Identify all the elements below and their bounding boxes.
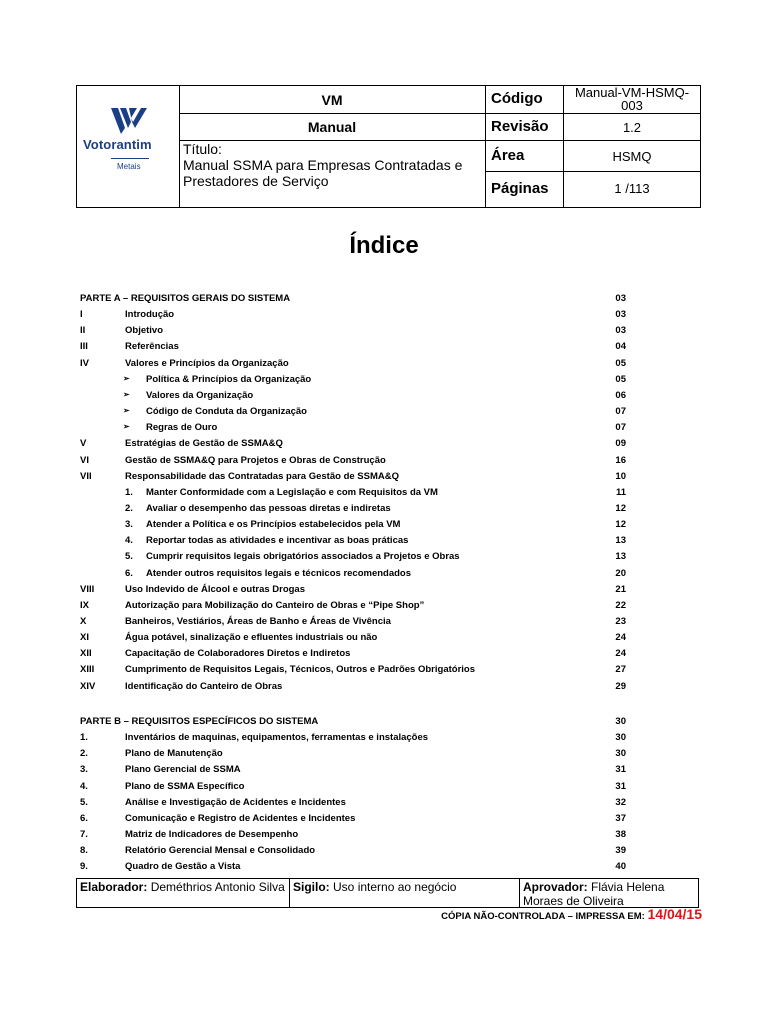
header-vm: VM	[321, 92, 343, 108]
document-header-table	[76, 85, 701, 208]
toc-entry-title: Água potável, sinalização e efluentes industriais ou não	[125, 632, 378, 644]
toc-entry-number: 1.	[125, 486, 133, 498]
toc-entry-title: Quadro de Gestão a Vista	[125, 861, 241, 873]
toc-entry-number: XII	[80, 648, 92, 660]
toc-entry	[80, 648, 626, 662]
toc-entry-title: Plano de SSMA Específico	[125, 780, 245, 792]
toc-entry-page: 31	[615, 764, 626, 776]
toc-entry-title: Cumprimento de Requisitos Legais, Técnicos, Outros e Padrões Obrigatórios	[125, 664, 475, 676]
toc-part-heading	[80, 293, 626, 307]
codigo-label: Código	[491, 90, 543, 107]
logo-name: Votorantim	[83, 137, 152, 152]
copia-text: CÓPIA NÃO-CONTROLADA – IMPRESSA EM:	[441, 911, 645, 922]
toc-entry-title: Comunicação e Registro de Acidentes e Incidentes	[125, 812, 356, 824]
titulo-value: Manual SSMA para Empresas Contratadas e Prestadores de Serviço	[183, 157, 463, 189]
toc-entry-title: Matriz de Indicadores de Desempenho	[125, 829, 299, 841]
toc-entry	[80, 341, 626, 355]
toc-entry	[80, 535, 626, 549]
toc-entry-page: 05	[615, 357, 626, 369]
toc-entry-number: 8.	[80, 845, 88, 857]
toc-entry	[80, 471, 626, 485]
toc-entry-title: Reportar todas as atividades e incentivar as boas práticas	[146, 535, 409, 547]
toc-entry-page: 03	[615, 293, 626, 304]
toc-entry-title: Estratégias de Gestão de SSMA&Q	[125, 438, 283, 450]
toc-entry	[80, 764, 626, 778]
toc-entry	[80, 584, 626, 598]
toc-entry-title: Política & Princípios da Organização	[146, 373, 312, 385]
toc-entry-number: 6.	[80, 812, 88, 824]
toc-entry-number: 4.	[80, 780, 88, 792]
toc-entry-title: PARTE B – REQUISITOS ESPECÍFICOS DO SISTEMA	[80, 716, 319, 727]
toc-entry-title: Autorização para Mobilização do Canteiro de Obras e “Pipe Shop”	[125, 599, 425, 611]
toc-entry-number: ➢	[123, 422, 130, 432]
toc-entry	[80, 781, 626, 795]
toc-entry-page: 37	[615, 812, 626, 824]
toc-entry-page: 27	[615, 664, 626, 676]
toc-entry-page: 20	[615, 567, 626, 579]
toc-entry-number: 4.	[125, 535, 133, 547]
toc-entry-title: Plano Gerencial de SSMA	[125, 764, 241, 776]
area-label: Área	[491, 147, 525, 164]
toc-entry	[80, 455, 626, 469]
toc-entry	[80, 664, 626, 678]
toc-entry-title: Capacitação de Colaboradores Diretos e Indiretos	[125, 648, 351, 660]
toc-entry-title: Uso Indevido de Álcool e outras Drogas	[125, 583, 306, 595]
toc-entry-page: 30	[615, 748, 626, 760]
toc-entry-number: 5.	[125, 551, 133, 563]
toc-entry-title: Cumprir requisitos legais obrigatórios associados a Projetos e Obras	[146, 551, 460, 563]
toc-entry-number: 9.	[80, 861, 88, 873]
toc-entry-page: 31	[615, 780, 626, 792]
toc-entry	[80, 845, 626, 859]
toc-entry-number: ➢	[123, 406, 130, 416]
toc-entry-page: 38	[615, 829, 626, 841]
toc-entry-number: V	[80, 438, 87, 450]
toc-entry-page: 09	[615, 438, 626, 450]
sigilo-cell	[289, 879, 519, 907]
toc-entry-number: XIII	[80, 664, 95, 676]
toc-entry-page: 03	[615, 309, 626, 321]
toc-entry-title: Valores da Organização	[146, 389, 254, 401]
header-manual: Manual	[307, 119, 357, 135]
toc-entry	[80, 438, 626, 452]
toc-entry-page: 04	[615, 341, 626, 353]
elaborador-label: Elaborador:	[80, 880, 148, 894]
paginas-value: 1 /113	[614, 181, 650, 196]
toc-entry-title: Manter Conformidade com a Legislação e com Requisitos da VM	[146, 486, 438, 498]
toc-entry-number: 3.	[125, 519, 133, 531]
toc-entry	[80, 551, 626, 565]
toc-entry-number: ➢	[123, 373, 130, 383]
toc-entry-number: 6.	[125, 567, 133, 579]
toc-entry	[80, 748, 626, 762]
toc-entry-page: 32	[615, 796, 626, 808]
toc-entry-page: 16	[615, 454, 626, 466]
toc-entry	[80, 681, 626, 695]
toc-entry-page: 10	[615, 470, 626, 482]
toc-entry-page: 30	[615, 732, 626, 744]
sigilo-label: Sigilo:	[293, 880, 330, 894]
toc-entry-title: Relatório Gerencial Mensal e Consolidado	[125, 845, 316, 857]
toc-entry-page: 13	[615, 551, 626, 563]
toc-entry-title: Introdução	[125, 309, 175, 321]
toc-entry-number: ➢	[123, 389, 130, 399]
toc-entry-number: I	[80, 309, 83, 321]
votorantim-logo-icon	[111, 108, 147, 134]
toc-entry-page: 07	[615, 406, 626, 418]
codigo-value: Manual-VM-HSMQ-003	[574, 85, 690, 113]
toc-entry	[80, 813, 626, 827]
toc-entry-number: VII	[80, 470, 92, 482]
toc-entry-title: Regras de Ouro	[146, 422, 218, 434]
toc-entry-number: 1.	[80, 732, 88, 744]
toc-entry-title: Inventários de maquinas, equipamentos, ferramentas e instalações	[125, 732, 429, 744]
toc-entry-page: 12	[615, 519, 626, 531]
toc-entry-page: 05	[615, 373, 626, 385]
toc-entry-title: Identificação do Canteiro de Obras	[125, 680, 283, 692]
toc-entry	[80, 568, 626, 582]
toc-entry-number: 2.	[80, 748, 88, 760]
toc-entry-number: II	[80, 325, 86, 337]
toc-entry	[80, 519, 626, 533]
toc-entry	[80, 861, 626, 875]
paginas-label: Páginas	[491, 180, 549, 197]
toc-entry	[80, 797, 626, 811]
toc-entry	[80, 503, 626, 517]
toc-entry	[80, 325, 626, 339]
toc-entry-page: 13	[615, 535, 626, 547]
area-value: HSMQ	[612, 149, 652, 164]
toc-entry	[80, 406, 626, 420]
toc-entry	[80, 390, 626, 404]
toc-entry-number: X	[80, 616, 87, 627]
toc-entry	[80, 358, 626, 372]
toc-entry-page: 12	[615, 502, 626, 514]
elaborador-value: Deméthrios Antonio Silva	[150, 880, 285, 894]
toc-entry	[80, 616, 626, 630]
toc-entry-title: Atender outros requisitos legais e técnicos recomendados	[146, 567, 412, 579]
toc-entry-page: 40	[615, 861, 626, 873]
toc-entry	[80, 600, 626, 614]
company-logo	[77, 86, 179, 207]
toc-entry-title: Código de Conduta da Organização	[146, 406, 307, 418]
toc-entry-number: XI	[80, 632, 89, 644]
toc-part-heading	[80, 716, 626, 730]
toc-entry-number: 5.	[80, 796, 88, 808]
aprovador-label: Aprovador:	[523, 880, 588, 894]
toc-entry-number: III	[80, 341, 88, 353]
toc-entry-number: XIV	[80, 680, 96, 692]
toc-entry-number: 7.	[80, 829, 88, 841]
toc-entry-title: PARTE A – REQUISITOS GERAIS DO SISTEMA	[80, 293, 291, 304]
toc-entry	[80, 829, 626, 843]
toc-entry	[80, 487, 626, 501]
toc-entry-page: 29	[615, 680, 626, 692]
toc-entry-page: 11	[615, 486, 626, 498]
toc-entry-page: 03	[615, 325, 626, 337]
toc-entry	[80, 422, 626, 436]
toc-entry-title: Avaliar o desempenho das pessoas diretas e indiretas	[146, 502, 391, 514]
elaborador-cell	[77, 879, 289, 907]
revisao-label: Revisão	[491, 118, 549, 135]
index-title: Índice	[349, 232, 419, 259]
toc-entry-number: VIII	[80, 583, 95, 595]
toc-entry-number: 3.	[80, 764, 88, 776]
approval-footer-table	[76, 878, 699, 908]
toc-entry-number: IX	[80, 599, 89, 611]
toc-entry-title: Banheiros, Vestiários, Áreas de Banho e Áreas de Vivência	[125, 616, 391, 627]
toc-entry-page: 30	[615, 716, 626, 727]
toc-entry-title: Responsabilidade das Contratadas para Gestão de SSMA&Q	[125, 470, 399, 482]
toc-entry	[80, 632, 626, 646]
revisao-value: 1.2	[622, 120, 642, 135]
toc-entry	[80, 309, 626, 323]
toc-entry-page: 21	[615, 583, 626, 595]
logo-subtitle: Metais	[117, 162, 141, 171]
toc-entry-page: 24	[615, 648, 626, 660]
toc-entry-number: 2.	[125, 502, 133, 514]
toc-entry-title: Referências	[125, 341, 179, 353]
toc-entry-title: Valores e Princípios da Organização	[125, 357, 289, 369]
toc-entry	[80, 374, 626, 388]
toc-entry-title: Gestão de SSMA&Q para Projetos e Obras de Construção	[125, 454, 386, 466]
toc-entry-title: Análise e Investigação de Acidentes e Incidentes	[125, 796, 346, 808]
toc-entry	[80, 732, 626, 746]
toc-entry-title: Plano de Manutenção	[125, 748, 223, 760]
sigilo-value: Uso interno ao negócio	[333, 880, 457, 894]
uncontrolled-copy-notice	[441, 906, 702, 922]
aprovador-cell	[519, 879, 698, 907]
toc-entry-page: 07	[615, 422, 626, 434]
toc-entry-number: VI	[80, 454, 89, 466]
toc-entry-page: 22	[615, 599, 626, 611]
toc-entry-page: 06	[615, 389, 626, 401]
print-date: 14/04/15	[647, 906, 702, 922]
titulo-label: Título:	[183, 141, 222, 157]
toc-entry-page: 24	[615, 632, 626, 644]
toc-entry-number: IV	[80, 357, 89, 369]
aprovador-value: Flávia Helena Moraes de Oliveira	[523, 880, 665, 908]
toc-entry-title: Objetivo	[125, 325, 164, 337]
toc-entry-page: 23	[615, 616, 626, 627]
toc-entry-page: 39	[615, 845, 626, 857]
toc-entry-title: Atender a Política e os Princípios estabelecidos pela VM	[146, 519, 401, 531]
